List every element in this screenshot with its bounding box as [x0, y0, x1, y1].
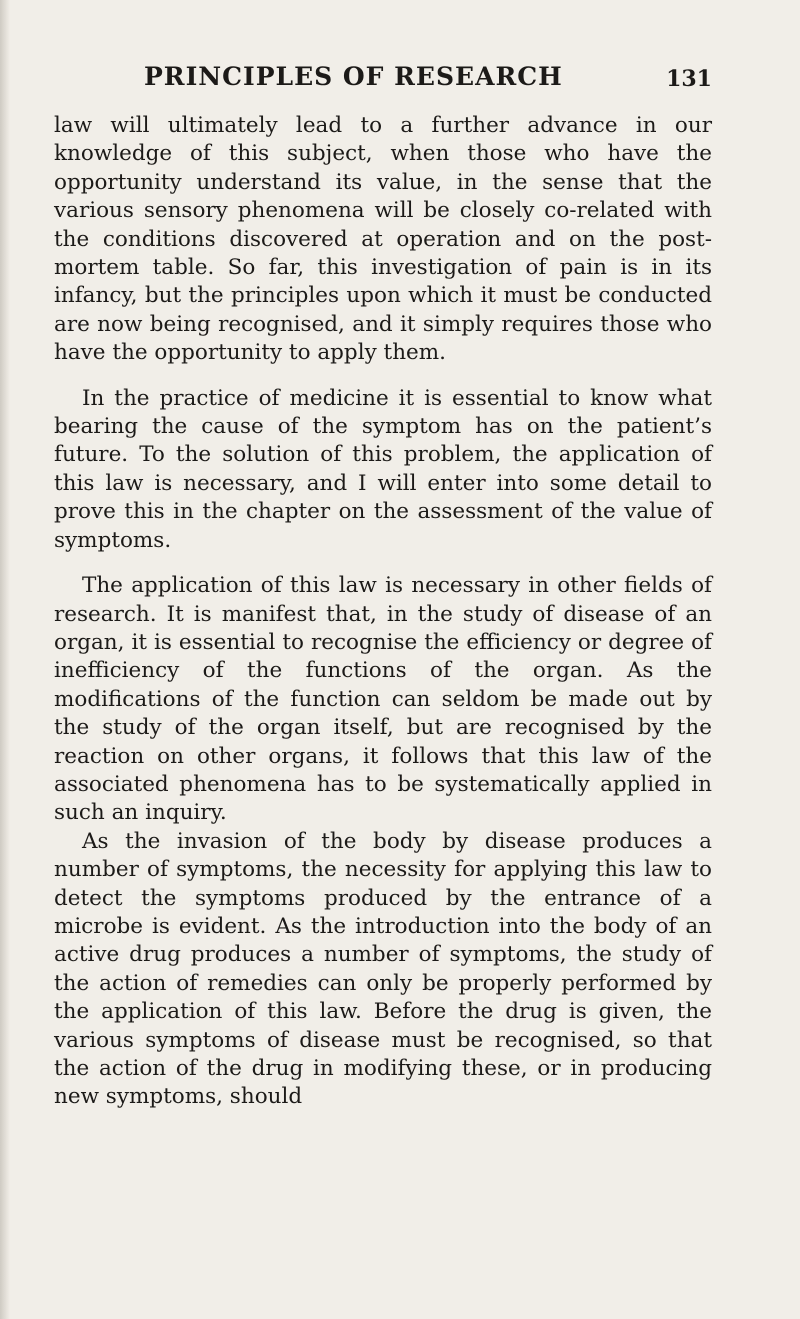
running-head-title: PRINCIPLES OF RESEARCH: [144, 62, 563, 91]
paragraph-1: law will ultimately lead to a further advance in our knowledge of this subject, when those who have the opportunity understand its value, in the sense that the various sensory phenomena will be closely co-related with the conditions discovered at operation and on the post-mortem table. So far, this investigation of pain is in its infancy, but the principles upon which it must be conducted are now being recognised, and it simply requires those who have the opportunity to apply them.: [54, 113, 712, 366]
paragraph-2: In the practice of medicine it is essential to know what bearing the cause of the symptom has on the patient’s future. To the solution of this problem, the application of this law is necessary, and I will enter into some detail to prove this in the chapter on the assessment of the value of symptoms.: [54, 385, 712, 553]
paragraph-3: The application of this law is necessary in other fields of research. It is manifest that, in the study of disease of an organ, it is essential to recognise the efficiency or degree of inefficiency of the functions of the organ. As the modifications of the function can seldom be made out by the study of the organ itself, but are recognised by the reaction on other organs, it follows that this law of the associated phenomena has to be systematically applied in such an inquiry.: [54, 573, 712, 826]
book-page: [54, 0, 712, 1319]
running-head: [54, 62, 712, 98]
page-number: 131: [666, 66, 712, 92]
paragraph-4: As the invasion of the body by disease produces a number of symptoms, the necessity for applying this law to detect the symptoms produced by the entrance of a microbe is evident. As the introduction into the body of an active drug produces a number of symptoms, the study of the action of remedies can only be properly performed by the application of this law. Before the drug is given, the various symptoms of disease must be recognised, so that the action of the drug in modifying these, or in producing new symptoms, should: [54, 828, 712, 1110]
body-text: [54, 112, 712, 1112]
page-binding-shadow: [0, 0, 10, 1319]
